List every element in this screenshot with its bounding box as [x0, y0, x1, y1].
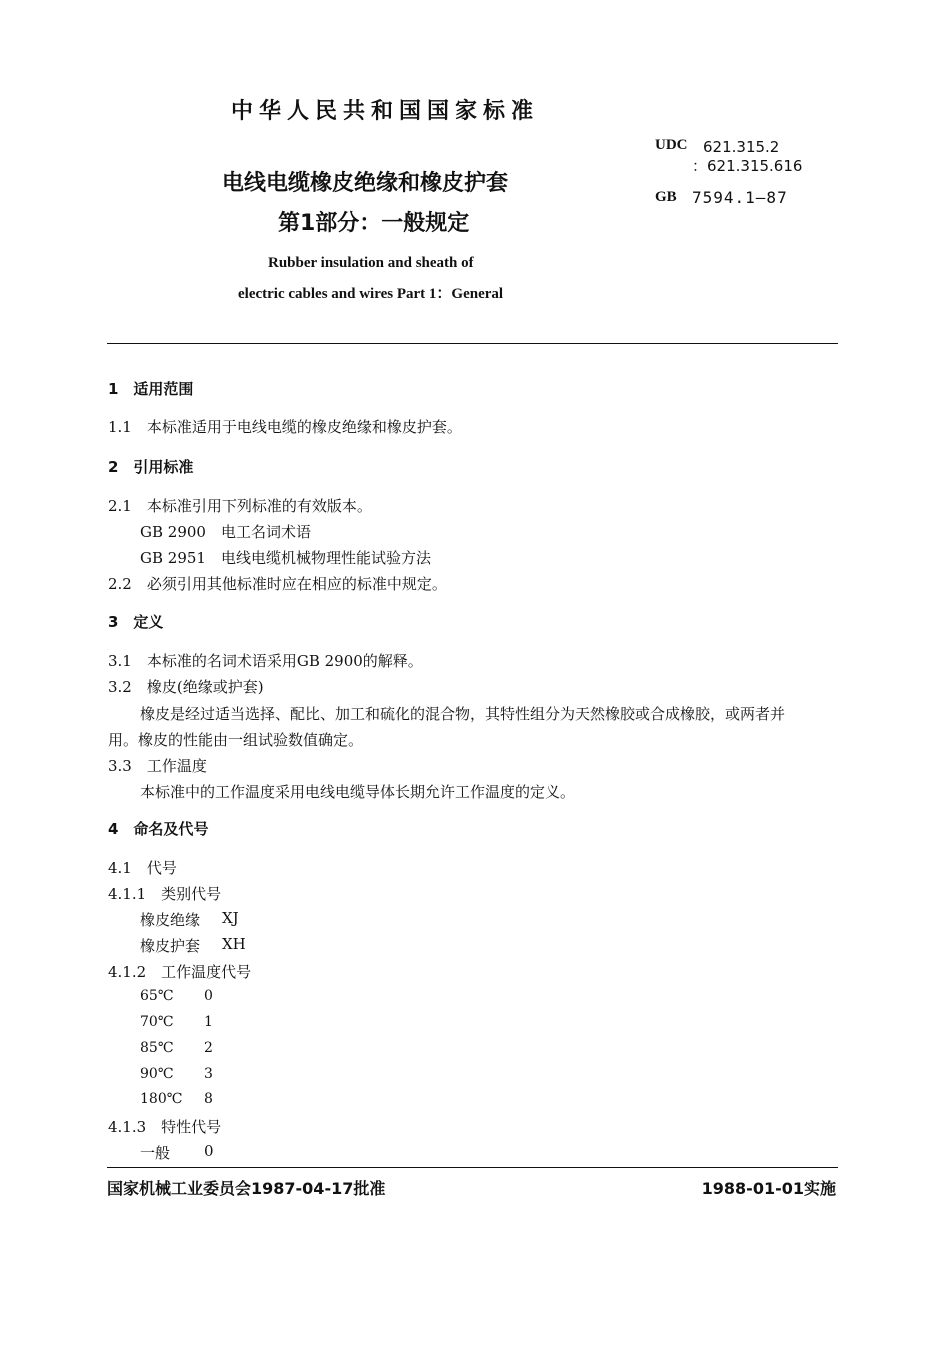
category-code-insulation: XJ: [222, 909, 239, 927]
clause-1-1: 1.1 本标准适用于电线电缆的橡皮绝缘和橡皮护套。: [108, 418, 462, 436]
udc-value-2: ：621.315.616: [692, 157, 803, 175]
section-4-heading: 4 命名及代号: [108, 820, 209, 838]
temp-code: 3: [204, 1066, 213, 1082]
category-name-sheath: 橡皮护套: [140, 937, 201, 955]
category-code-sheath: XH: [222, 935, 246, 953]
clause-3-3-text: 本标准中的工作温度采用电线电缆导体长期允许工作温度的定义。: [140, 783, 576, 801]
national-standard-heading: 中华人民共和国国家标准: [230, 99, 539, 124]
footer-rule: [107, 1167, 838, 1168]
temp-value: 65℃: [140, 988, 174, 1004]
clause-3-2-text-line2: 用。橡皮的性能由一组试验数值确定。: [108, 731, 364, 749]
udc-value-1: 621.315.2: [703, 138, 780, 156]
clause-4-1-2: 4.1.2 工作温度代号: [108, 963, 252, 981]
section-2-heading: 2 引用标准: [108, 458, 194, 476]
document-title-line1: 电线电缆橡皮绝缘和橡皮护套: [222, 171, 509, 196]
temp-value: 70℃: [140, 1014, 174, 1030]
implementation-date: 1988-01-01实施: [701, 1179, 836, 1198]
clause-4-1: 4.1 代号: [108, 859, 177, 877]
temp-value: 90℃: [140, 1066, 174, 1082]
reference-gb2900: GB 2900 电工名词术语: [140, 523, 311, 541]
header-rule: [107, 343, 838, 344]
feature-code: 0: [204, 1142, 214, 1160]
clause-3-1: 3.1 本标准的名词术语采用GB 2900的解释。: [108, 652, 423, 670]
clause-4-1-1: 4.1.1 类别代号: [108, 885, 222, 903]
gb-number: 7594.1—87: [692, 188, 788, 207]
section-1-heading: 1 适用范围: [108, 380, 194, 398]
clause-4-1-3: 4.1.3 特性代号: [108, 1118, 222, 1136]
temp-value: 180℃: [140, 1091, 183, 1107]
english-title-line1: Rubber insulation and sheath of: [268, 255, 474, 271]
reference-gb2951: GB 2951 电线电缆机械物理性能试验方法: [140, 549, 431, 567]
gb-label: GB: [655, 189, 677, 205]
approval-date: 国家机械工业委员会1987-04-17批准: [107, 1179, 386, 1198]
temp-code: 0: [204, 988, 213, 1004]
clause-3-2-text-line1: 橡皮是经过适当选择、配比、加工和硫化的混合物，其特性组分为天然橡胶或合成橡胶，或两者并: [140, 705, 786, 723]
udc-label: UDC: [655, 137, 688, 153]
feature-name: 一般: [140, 1144, 171, 1162]
category-name-insulation: 橡皮绝缘: [140, 911, 201, 929]
temp-value: 85℃: [140, 1040, 174, 1056]
english-title-line2: electric cables and wires Part 1：General: [238, 286, 504, 302]
temp-code: 8: [204, 1091, 213, 1107]
temp-code: 1: [204, 1014, 213, 1030]
temp-code: 2: [204, 1040, 213, 1056]
clause-2-2: 2.2 必须引用其他标准时应在相应的标准中规定。: [108, 575, 447, 593]
clause-3-2: 3.2 橡皮(绝缘或护套): [108, 678, 264, 696]
clause-2-1: 2.1 本标准引用下列标准的有效版本。: [108, 497, 372, 515]
document-title-line2: 第1部分：一般规定: [278, 211, 470, 236]
section-3-heading: 3 定义: [108, 613, 164, 631]
clause-3-3: 3.3 工作温度: [108, 757, 207, 775]
